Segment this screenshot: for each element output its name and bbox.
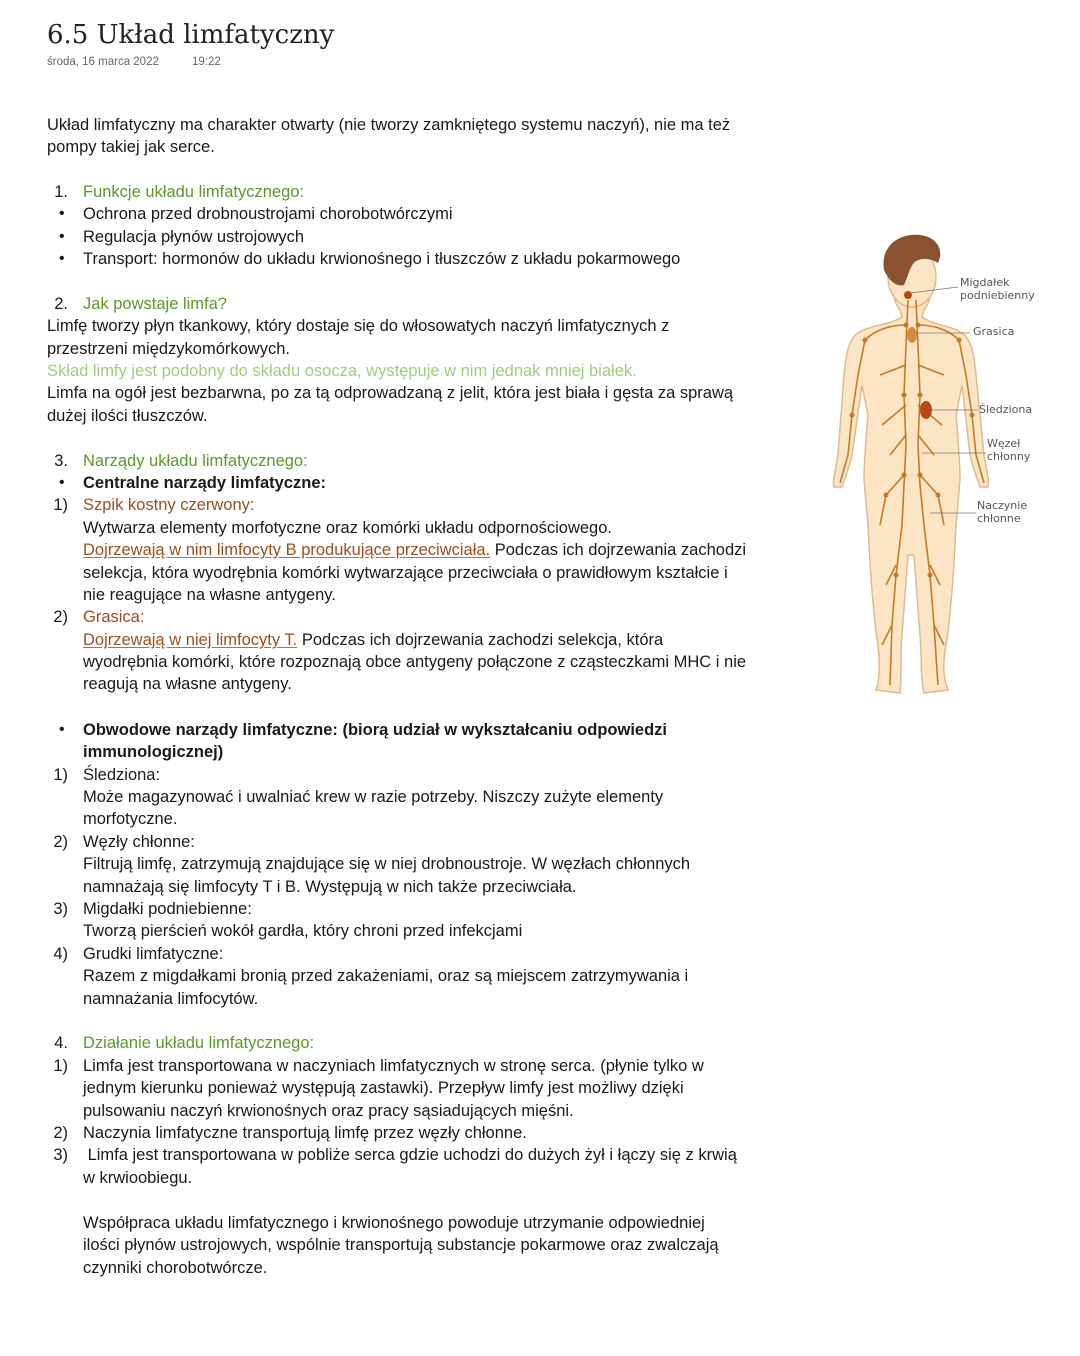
subheading-central-organs: Centralne narządy limfatyczne:	[83, 474, 326, 492]
label-lymph-node	[987, 438, 1030, 463]
intro-line-2: pompy takiej jak serce.	[47, 138, 215, 156]
paragraph-line: Limfę tworzy płyn tkankowy, który dostaje się do włosowatych naczyń limfatycznych z	[47, 317, 670, 335]
paragraph-line: morfotyczne.	[83, 810, 178, 828]
label-thymus: Grasica	[973, 325, 1015, 338]
note-date: środa, 16 marca 2022	[47, 56, 159, 68]
item-number: 2)	[53, 833, 68, 851]
spleen-organ	[920, 401, 932, 419]
section-heading-function: Działanie układu limfatycznego:	[83, 1034, 315, 1052]
label-line: podniebienny	[960, 288, 1035, 302]
item-number: 2)	[53, 608, 68, 626]
paragraph-line: dużej ilości tłuszczów.	[47, 407, 208, 425]
thymus-organ	[907, 327, 917, 343]
bullet-dot: •	[59, 205, 65, 222]
paragraph-line: selekcja, która wyodrębnia komórki wytwarzające przeciwciała o prawidłowym kształcie i	[83, 564, 728, 582]
paragraph-line: namnażają się limfocyty T i B. Występują w nich także przeciwciała.	[83, 878, 577, 896]
item-heading-tonsils: Migdałki podniebienne:	[83, 900, 252, 918]
paragraph-line	[83, 629, 663, 651]
item-number: 2)	[53, 1124, 68, 1142]
paragraph-line: Filtrują limfę, zatrzymują znajdujące się w niej drobnoustroje. W węzłach chłonnych	[83, 855, 691, 873]
paragraph-line: nie reagujące na własne antygeny.	[83, 586, 336, 604]
intro-line-1: Układ limfatyczny ma charakter otwarty (nie tworzy zamkniętego systemu naczyń), nie ma też	[47, 116, 731, 134]
paragraph-line: pulsowaniu naczyń krwionośnych oraz pracy sąsiadujących mięśni.	[83, 1102, 574, 1120]
paragraph-line: Naczynia limfatyczne transportują limfę przez węzły chłonne.	[83, 1124, 527, 1142]
list-item: Regulacja płynów ustrojowych	[83, 228, 305, 246]
item-heading-bone-marrow: Szpik kostny czerwony:	[83, 496, 255, 514]
bullet-dot: •	[59, 228, 65, 245]
paragraph-line: Limfa na ogół jest bezbarwna, po za tą odprowadzaną z jelit, która jest biała i gęsta za sprawą	[47, 384, 734, 402]
label-line: chłonne	[977, 511, 1021, 525]
label-line: Naczynie	[977, 499, 1028, 512]
paragraph-line: wyodrębnia komórki, które rozpoznają obce antygeny połączone z cząsteczkami MHC i nie	[83, 653, 747, 671]
label-line: chłonny	[987, 449, 1031, 463]
item-number: 1)	[53, 1057, 68, 1075]
item-number: 4)	[53, 945, 68, 963]
label-line: Migdałek	[960, 276, 1010, 289]
list-item: Transport: hormonów do układu krwionośnego i tłuszczów z układu pokarmowego	[83, 250, 681, 268]
item-heading-thymus: Grasica:	[83, 608, 145, 626]
subheading-peripheral-organs: Obwodowe narządy limfatyczne: (biorą udział w wykształcaniu odpowiedzi	[83, 721, 668, 739]
list-item: Ochrona przed drobnoustrojami chorobotwórczymi	[83, 205, 453, 223]
bullet-dot: •	[59, 250, 65, 267]
paragraph-line: Może magazynować i uwalniać krew w razie potrzeby. Niszczy zużyte elementy	[83, 788, 664, 806]
summary-line: Współpraca układu limfatycznego i krwionośnego powoduje utrzymanie odpowiedniej	[83, 1214, 705, 1232]
paragraph-line: Limfa jest transportowana w naczyniach limfatycznych w stronę serca. (płynie tylko w	[83, 1057, 704, 1075]
tonsil-organ	[904, 291, 912, 299]
item-heading-spleen: Śledziona:	[83, 766, 161, 784]
paragraph-line: reagują na własne antygeny.	[83, 675, 292, 693]
section-number: 2.	[54, 295, 68, 313]
item-number: 1)	[53, 766, 68, 784]
label-spleen: Śledziona	[979, 403, 1033, 416]
paragraph-line: Tworzą pierścień wokół gardła, który chroni przed infekcjami	[83, 922, 523, 940]
paragraph-line: jednym kierunku ponieważ występują zastawki). Przepływ limfy jest możliwy dzięki	[83, 1079, 684, 1097]
item-number: 3)	[53, 1146, 68, 1164]
paragraph-line: Limfa jest transportowana w pobliże serca gdzie uchodzi do dużych żył i łączy się z krwią	[83, 1146, 737, 1164]
line-rest: Podczas ich dojrzewania zachodzi	[490, 541, 747, 559]
underlined-fact: Dojrzewają w niej limfocyty T.	[83, 631, 298, 649]
subheading-peripheral-organs-cont: immunologicznej)	[83, 743, 224, 761]
item-number: 1)	[53, 496, 68, 514]
label-lymph-vessel	[977, 500, 1027, 525]
line-rest: Podczas ich dojrzewania zachodzi selekcja, która	[297, 631, 664, 649]
summary-line: ilości płynów ustrojowych, wspólnie transportują substancje pokarmowe oraz zwalczają	[83, 1236, 719, 1254]
section-number: 1.	[54, 183, 68, 201]
label-line: Węzeł	[987, 437, 1021, 450]
page-title: 6.5 Układ limfatyczny	[47, 20, 335, 50]
bullet-dot: •	[59, 474, 65, 491]
item-heading-lymph-follicles: Grudki limfatyczne:	[83, 945, 224, 963]
label-tonsil	[960, 277, 1035, 302]
item-heading-lymph-nodes: Węzły chłonne:	[83, 833, 195, 851]
section-number: 3.	[54, 452, 68, 470]
section-heading-lymph-formation: Jak powstaje limfa?	[83, 295, 227, 313]
paragraph-line: w krwioobiegu.	[83, 1169, 193, 1187]
underlined-fact: Dojrzewają w nim limfocyty B produkujące przeciwciała.	[83, 541, 491, 559]
paragraph-line: Wytwarza elementy morfotyczne oraz komórki układu odpornościowego.	[83, 519, 612, 537]
summary-line: czynniki chorobotwórcze.	[83, 1259, 268, 1277]
paragraph-line: przestrzeni międzykomórkowych.	[47, 340, 290, 358]
paragraph-line-highlight: Skład limfy jest podobny do składu osocza, występuje w nim jednak mniej białek.	[47, 362, 637, 380]
section-number: 4.	[54, 1034, 68, 1052]
paragraph-line	[83, 539, 746, 561]
paragraph-line: Razem z migdałkami bronią przed zakażeniami, oraz są miejscem zatrzymywania i	[83, 967, 689, 985]
bullet-dot: •	[59, 721, 65, 738]
note-time: 19:22	[192, 56, 221, 68]
paragraph-line: namnażania limfocytów.	[83, 990, 259, 1008]
section-heading-functions: Funkcje układu limfatycznego:	[83, 183, 305, 201]
section-heading-organs: Narządy układu limfatycznego:	[83, 452, 308, 470]
item-number: 3)	[53, 900, 68, 918]
